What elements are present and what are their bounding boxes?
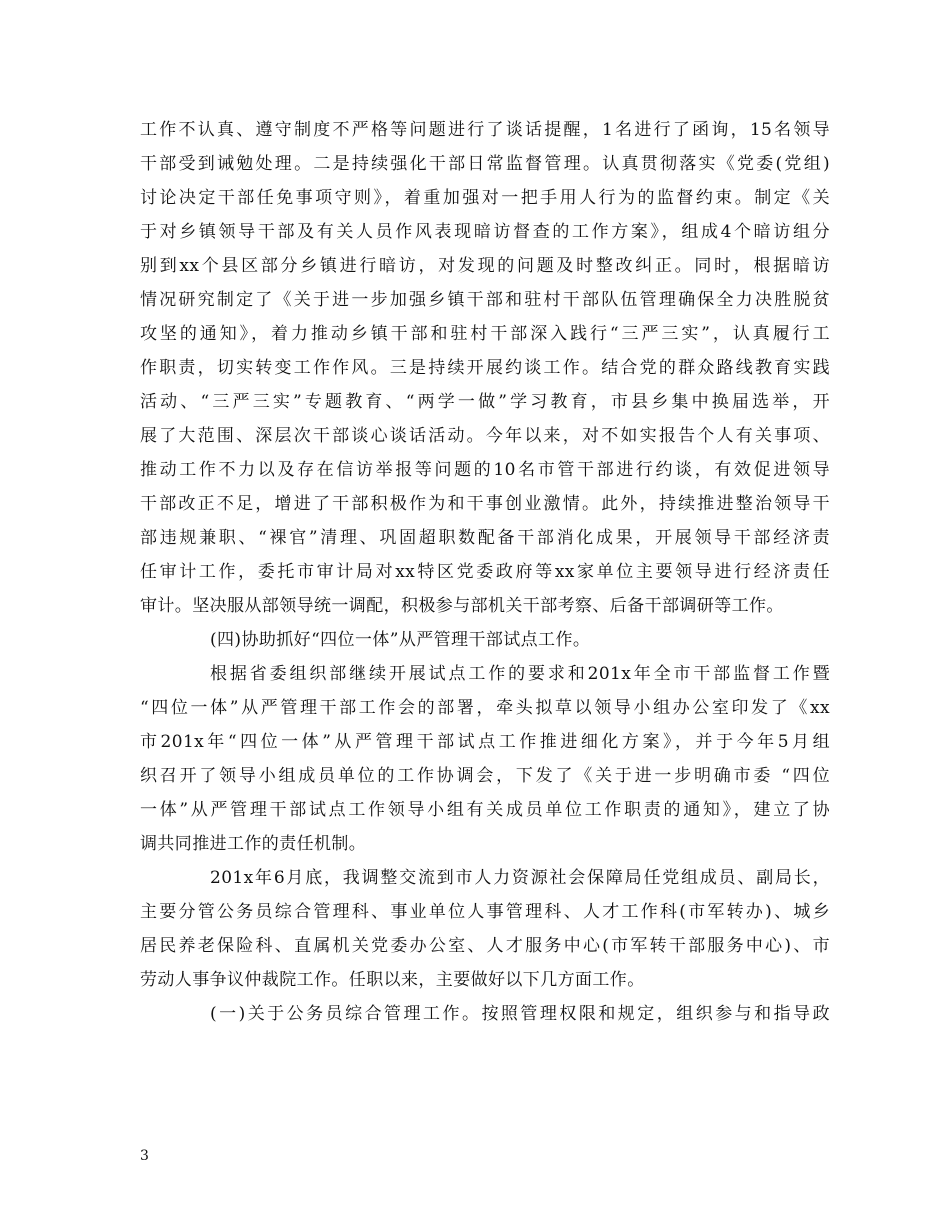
text-line: 劳动人事争议仲裁院工作。任职以来，主要做好以下几方面工作。 — [140, 970, 645, 990]
text-line: 市201x年“四位一体”从严管理干部试点工作推进细化方案》，并于今年5月组 — [140, 732, 830, 752]
text-line: 活动、“三严三实”专题教育、“两学一做”学习教育，市县乡集中换届选举，开 — [140, 392, 830, 412]
text-line: (一)关于公务员综合管理工作。按照管理权限和规定，组织参与和指导政 — [210, 1004, 830, 1024]
text-line: 干部受到诫勉处理。二是持续强化干部日常监督管理。认真贯彻落实《党委(党组) — [140, 154, 830, 174]
text-line: 居民养老保险科、直属机关党委办公室、人才服务中心(市军转干部服务中心)、市 — [140, 936, 830, 956]
text-line: 推动工作不力以及存在信访举报等问题的10名市管干部进行约谈，有效促进领导 — [140, 460, 830, 480]
text-line: 调共同推进工作的责任机制。 — [140, 834, 367, 854]
text-line: 工作不认真、遵守制度不严格等问题进行了谈话提醒，1名进行了函询，15名领导 — [140, 120, 830, 140]
text-line: 根据省委组织部继续开展试点工作的要求和201x年全市干部监督工作暨 — [210, 664, 830, 684]
text-line: 201x年6月底，我调整交流到市人力资源社会保障局任党组成员、副局长， — [210, 868, 830, 888]
text-line: 主要分管公务员综合管理科、事业单位人事管理科、人才工作科(市军转办)、城乡 — [140, 902, 830, 922]
text-line: 攻坚的通知》，着力推动乡镇干部和驻村干部深入践行“三严三实”，认真履行工 — [140, 324, 830, 344]
text-line: (四)协助抓好“四位一体”从严管理干部试点工作。 — [210, 630, 591, 650]
text-line: 于对乡镇领导干部及有关人员作风表现暗访督查的工作方案》，组成4个暗访组分 — [140, 222, 830, 242]
text-line: “四位一体”从严管理干部工作会的部署，牵头拟草以领导小组办公室印发了《xx — [140, 698, 830, 718]
text-line: 一体”从严管理干部试点工作领导小组有关成员单位工作职责的通知》，建立了协 — [140, 800, 830, 820]
text-line: 讨论决定干部任免事项守则》，着重加强对一把手用人行为的监督约束。制定《关 — [140, 188, 830, 208]
text-line: 织召开了领导小组成员单位的工作协调会，下发了《关于进一步明确市委 “四位 — [140, 766, 830, 786]
text-line: 部违规兼职、“裸官”清理、巩固超职数配备干部消化成果，开展领导干部经济责 — [140, 528, 830, 548]
text-line: 任审计工作，委托市审计局对xx特区党委政府等xx家单位主要领导进行经济责任 — [140, 562, 830, 582]
page-number: 3 — [140, 1148, 149, 1164]
text-line: 展了大范围、深层次干部谈心谈话活动。今年以来，对不如实报告个人有关事项、 — [140, 426, 830, 446]
text-line: 别到xx个县区部分乡镇进行暗访，对发现的问题及时整改纠正。同时，根据暗访 — [140, 256, 830, 276]
text-line: 干部改正不足，增进了干部积极作为和干事创业激情。此外，持续推进整治领导干 — [140, 494, 830, 514]
body-text — [140, 113, 830, 1031]
text-line: 审计。坚决服从部领导统一调配，积极参与部机关干部考察、后备干部调研等工作。 — [140, 596, 784, 616]
text-line: 作职责，切实转变工作作风。三是持续开展约谈工作。结合党的群众路线教育实践 — [140, 358, 830, 378]
text-line: 情况研究制定了《关于进一步加强乡镇干部和驻村干部队伍管理确保全力决胜脱贫 — [140, 290, 830, 310]
